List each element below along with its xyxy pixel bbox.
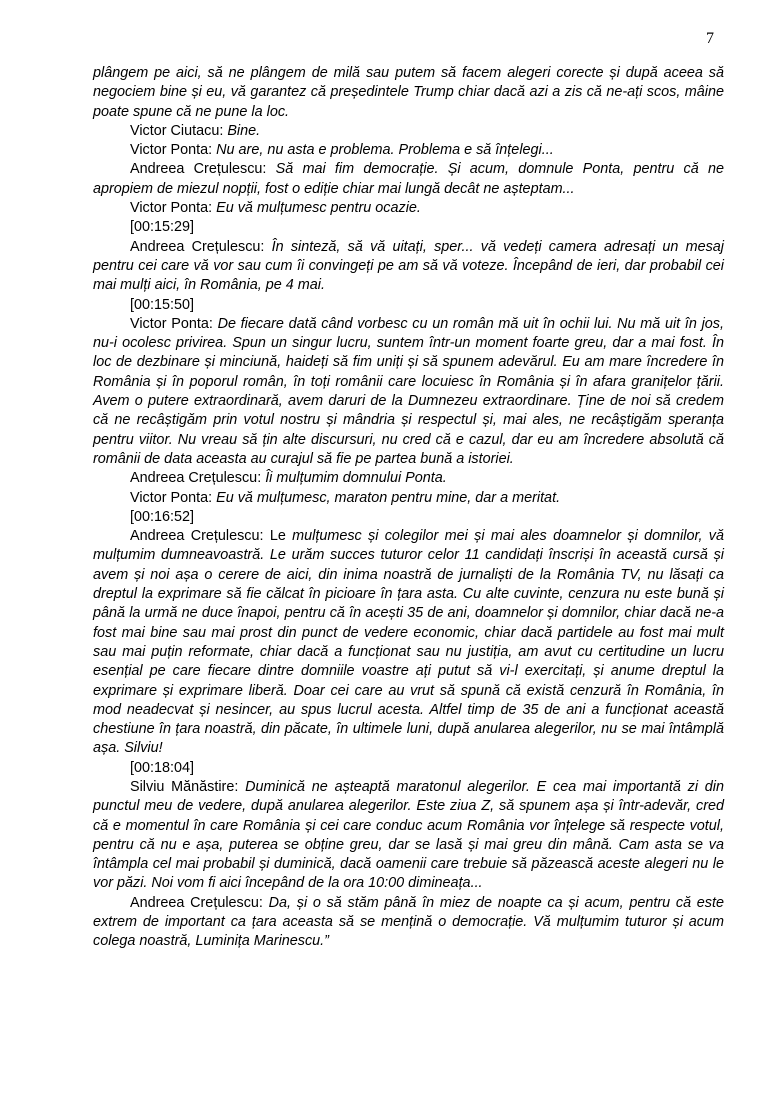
speaker-label: Victor Ponta: xyxy=(130,489,217,506)
transcript-paragraph xyxy=(93,199,724,218)
speaker-label: Silviu Mănăstire: xyxy=(130,778,246,795)
transcript-paragraph xyxy=(93,778,724,894)
speech-text: Nu are, nu asta e problema. Problema e să înțelegi... xyxy=(216,142,554,159)
speech-text: Bine. xyxy=(227,122,261,139)
transcript-paragraph xyxy=(93,489,724,508)
timestamp-label: [00:15:29] xyxy=(130,219,195,236)
transcript-paragraph xyxy=(93,160,724,199)
transcript-paragraph xyxy=(93,141,724,160)
timestamp-label: [00:18:04] xyxy=(130,759,195,776)
transcript-paragraph xyxy=(93,64,724,122)
speech-text: Să mai fim democrație. Și acum, domnule Ponta, pentru că ne apropiem de miezul nopții, fost o ediție chiar mai lungă decât ne așteptam... xyxy=(93,161,724,197)
page-number: 7 xyxy=(706,30,714,47)
timestamp-label: [00:16:52] xyxy=(130,508,195,525)
transcript-paragraph xyxy=(93,469,724,488)
timestamp-label: [00:15:50] xyxy=(130,296,195,313)
transcript-paragraph xyxy=(93,238,724,296)
timestamp xyxy=(93,759,724,778)
timestamp xyxy=(93,218,724,237)
speaker-label: Andreea Crețulescu: xyxy=(130,238,272,255)
speaker-label: Andreea Crețulescu: xyxy=(130,470,266,487)
speech-text: Eu vă mulțumesc pentru ocazie. xyxy=(216,200,421,217)
speech-text: mulțumesc și colegilor mei și mai ales doamnelor și domnilor, vă mulțumim dumneavoastră. Le urăm succes tuturor celor 11 candidați înscriși în această cursă și avem și noi așa o cerere de aici, din inima noastră de jurnaliști de la România TV, nu lăsați ca dreptul la exprimare să fie călcat în picioare în țara asta. Cu alte cuvinte, cenzura nu este bună și până la urmă ne duce înapoi, pentru că în acești 35 de ani, doamnelor și domnilor, chiar dacă ne-a fost mai bine sau mai prost din punct de vedere economic, chiar dacă partidele au fost mai mult sau mai puțin reformate, chiar dacă a funcționat sau nu justiția, am avut cu certitudine un lucru esențial pe care fiecare dintre domniile voastre ați putut să vi-l exercitați, și anume dreptul la exprimare și exprimare liberă. Doar cei care au vrut să spună că există cenzură în România, în mod neadecvat și nesincer, au spus lucrul acesta. Altfel timp de 35 de ani a funcționat această chestiune în țara noastră, din păcate, în ultimele luni, după anularea alegerilor, nu se mai întâmplă așa. Silviu! xyxy=(93,528,724,757)
speech-text: Da, și o să stăm până în miez de noapte ca și acum, pentru că este extrem de important ca țara aceasta să se mențină o democrație. Vă mulțumim tuturor și acum colega noastră, Luminița Marinescu.” xyxy=(93,894,724,950)
transcript-paragraph xyxy=(93,527,724,759)
speech-text: Duminică ne așteaptă maratonul alegerilor. E cea mai importantă zi din punctul meu de vedere, după anularea alegerilor. Este ziua Z, să spunem așa și într-adevăr, cred că e momentul în care România și cei care conduc acum România vor înțelege să respecte votul, pentru că nu e așa, puterea se obține greu, dar se lasă și mai greu din mână. Cam asta se va întâmpla cel mai probabil și duminică, dacă oamenii care trebuie să păzească aceste alegeri nu le vor păzi. Noi vom fi aici începând de la ora 10:00 dimineața... xyxy=(93,778,724,892)
timestamp xyxy=(93,508,724,527)
speaker-label: Victor Ciutacu: xyxy=(130,122,228,139)
speaker-label: Victor Ponta: xyxy=(130,315,218,332)
speech-text: În sinteză, să vă uitați, sper... vă vedeți camera adresați un mesaj pentru cei care vă vor sau cum îi convingeți pe am să vă voteze. Începând de ieri, dar probabil cei mai mulți aici, în România, pe 4 mai. xyxy=(93,238,725,294)
speaker-label: Victor Ponta: xyxy=(130,200,217,217)
transcript-body xyxy=(93,64,724,952)
speaker-label: Victor Ponta: xyxy=(130,142,217,159)
transcript-paragraph xyxy=(93,315,724,469)
timestamp xyxy=(93,296,724,315)
speech-text: De fiecare dată când vorbesc cu un român mă uit în ochii lui. Nu mă uit în jos, nu-i ocolesc privirea. Spun un singur lucru, suntem într-un moment foarte greu, dar a mai fost. În loc de dezbinare și minciună, haideți să fim uniți și să spunem adevărul. Eu am mare încredere în România și în poporul român, în toți românii care locuiesc în România și în afara granițelor țării. Avem o putere extraordinară, avem daruri de la Dumnezeu extraordinare. Ține de noi să credem că ne recâștigăm prin votul nostru și mândria și respectul și, mai ales, ne recâștigăm speranța pentru viitor. Nu vreau să țin alte discursuri, nu cred că e cazul, dar eu am încredere absolută că românii de data aceasta au curajul să fie pe partea bună a istoriei. xyxy=(93,315,724,467)
transcript-paragraph xyxy=(93,122,724,141)
speech-text: Eu vă mulțumesc, maraton pentru mine, dar a meritat. xyxy=(216,489,561,506)
speaker-label: Andreea Crețulescu: xyxy=(130,894,269,911)
speech-text: Îi mulțumim domnului Ponta. xyxy=(265,470,447,487)
speaker-label: Andreea Crețulescu: xyxy=(130,161,276,178)
speech-text: plângem pe aici, să ne plângem de milă sau putem să facem alegeri corecte și după aceea să negociem bine și eu, vă garantez că președintele Trump chiar dacă azi a zis că ne-ați scos, mâine poate spune că ne pune la loc. xyxy=(93,65,724,120)
speaker-label: Andreea Crețulescu: Le xyxy=(130,528,293,545)
transcript-paragraph xyxy=(93,894,724,952)
